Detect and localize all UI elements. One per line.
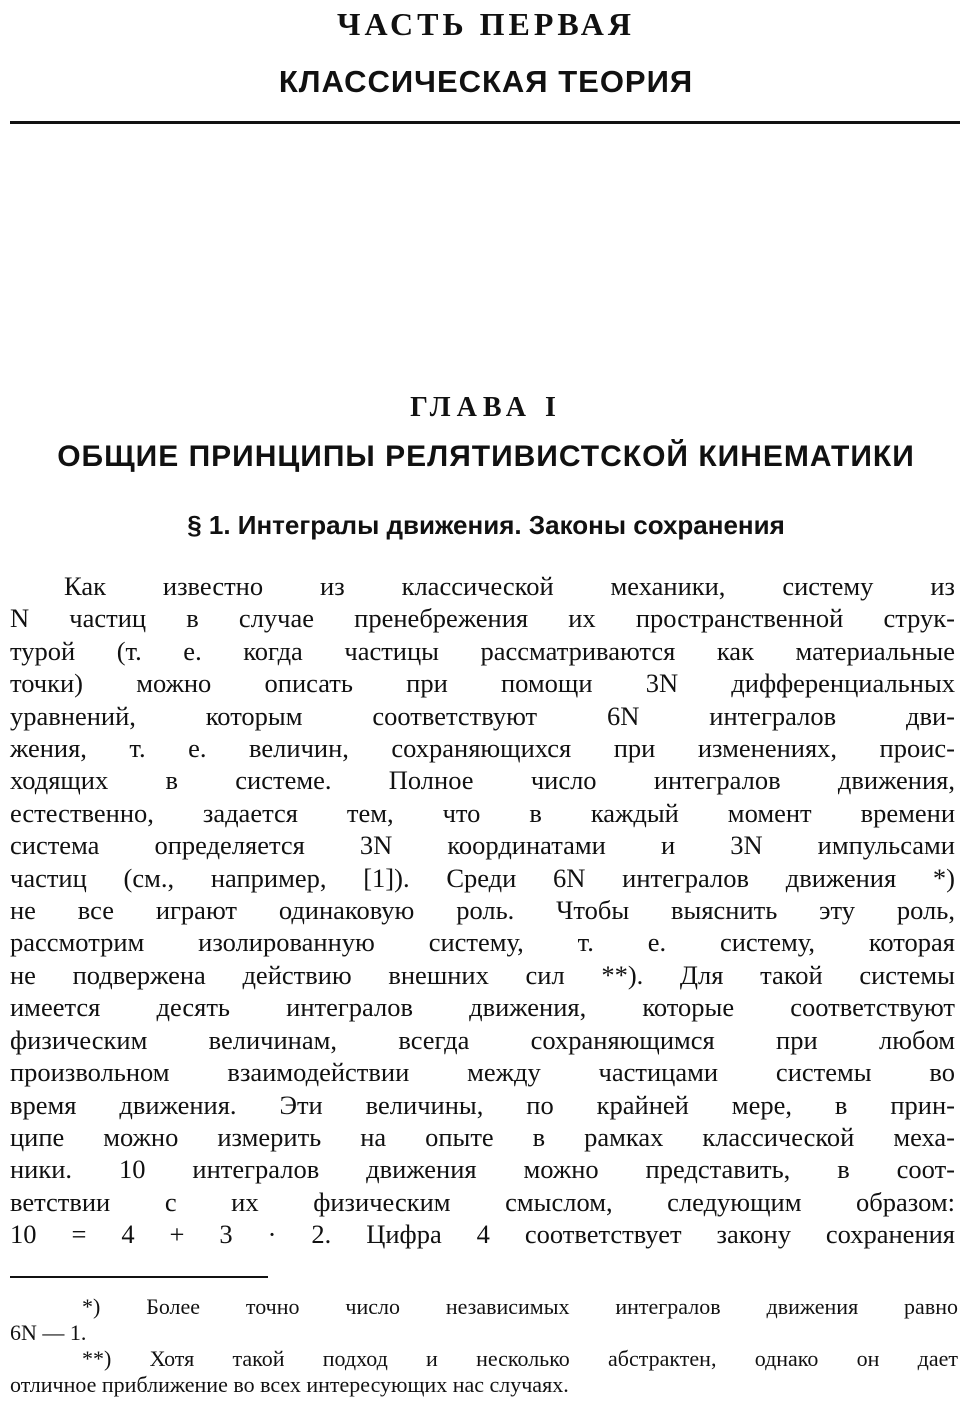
text-line: имеется десять интегралов движения, которые соответствуют: [10, 992, 955, 1023]
text-line: рассмотрим изолированную систему, т. е. систему, которая: [10, 927, 955, 958]
chapter-title: ОБЩИЕ ПРИНЦИПЫ РЕЛЯТИВИСТСКОЙ КИНЕМАТИКИ: [57, 440, 915, 473]
text-line: жения, т. е. величин, сохраняющихся при изменениях, проис-: [10, 733, 955, 764]
footnote-line: отличное приближение во всех интересующих нас случаях.: [10, 1372, 569, 1397]
text-line: физическим величинам, всегда сохраняющимся при любом: [10, 1024, 955, 1055]
text-line: 10 = 4 + 3 · 2. Цифра 4 соответствует закону сохранения: [10, 1219, 955, 1250]
text-line: естественно, задается тем, что в каждый момент времени: [10, 797, 955, 828]
text-line: Как известно из классической механики, систему из: [64, 571, 955, 601]
text-line: уравнений, которым соответствуют 6N интегралов дви-: [10, 700, 955, 731]
footnote-line: 6N — 1.: [10, 1320, 87, 1345]
footnote-rule: [10, 1276, 268, 1278]
text-line: точки) можно описать при помощи 3N дифференциальных: [10, 668, 955, 699]
body-paragraph: [10, 570, 955, 1251]
text-line: не все играют одинаковую роль. Чтобы выяснить эту роль,: [10, 895, 955, 926]
text-line: ники. 10 интегралов движения можно представить, в соот-: [10, 1154, 955, 1185]
part-title: КЛАССИЧЕСКАЯ ТЕОРИЯ: [278, 64, 694, 99]
footnotes: [10, 1294, 958, 1398]
text-line: не подвержена действию внешних сил **). Для такой системы: [10, 959, 955, 990]
text-line: частиц (см., например, [1]). Среди 6N интегралов движения *): [10, 862, 955, 893]
text-line: ципе можно измерить на опыте в рамках классической меха-: [10, 1121, 955, 1152]
chapter-label: ГЛАВА I: [410, 392, 562, 423]
header-rule: [10, 121, 960, 124]
footnote-line: **) Хотя такой подход и несколько абстрактен, однако он дает: [82, 1346, 958, 1371]
text-line: турой (т. е. когда частицы рассматриваются как материальные: [10, 635, 955, 666]
part-label: ЧАСТЬ ПЕРВАЯ: [337, 6, 635, 42]
text-line: ветствии с их физическим смыслом, следующим образом:: [10, 1186, 955, 1217]
footnote-line: *) Более точно число независимых интегралов движения равно: [82, 1294, 958, 1319]
text-line: время движения. Эти величины, по крайней мере, в прин-: [10, 1089, 955, 1120]
text-line: N частиц в случае пренебрежения их пространственной струк-: [10, 603, 955, 634]
text-line: произвольном взаимодействии между частицами системы во: [10, 1057, 955, 1088]
section-title: § 1. Интегралы движения. Законы сохранения: [187, 510, 785, 540]
text-line: система определяется 3N координатами и 3N импульсами: [10, 830, 955, 861]
text-line: ходящих в системе. Полное число интегралов движения,: [10, 765, 955, 796]
